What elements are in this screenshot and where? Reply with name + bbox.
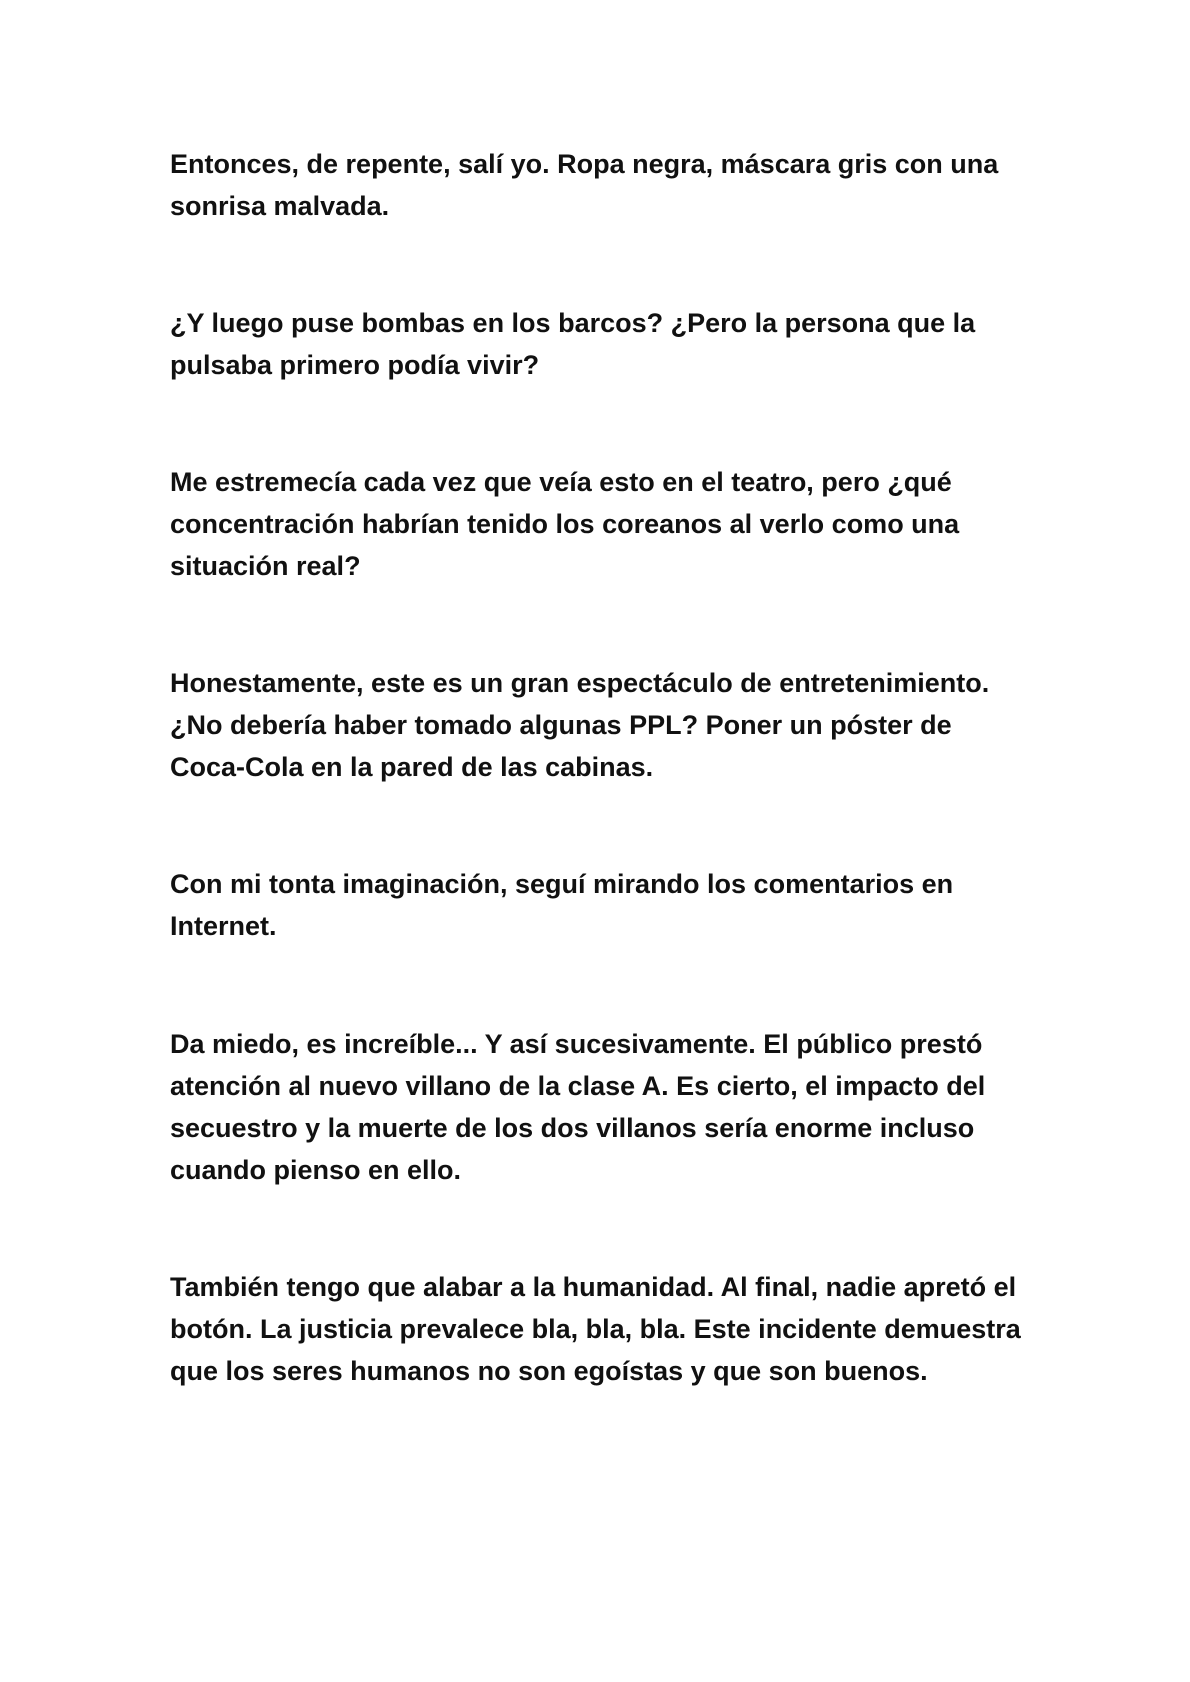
paragraph: Me estremecía cada vez que veía esto en el teatro, pero ¿qué concentración habrían tenido los coreanos al verlo como una situación real? — [170, 467, 960, 581]
paragraph: Entonces, de repente, salí yo. Ropa negra, máscara gris con una sonrisa malvada. — [170, 149, 999, 221]
paragraph: También tengo que alabar a la humanidad. Al final, nadie apretó el botón. La justicia prevalece bla, bla, bla. Este incidente demuestra que los seres humanos no son egoístas y que son buenos. — [170, 1272, 1021, 1386]
paragraph: Honestamente, este es un gran espectáculo de entretenimiento. ¿No debería haber tomado algunas PPL? Poner un póster de Coca-Cola en la pared de las cabinas. — [170, 668, 990, 782]
paragraph: Da miedo, es increíble... Y así sucesivamente. El público prestó atención al nuevo villano de la clase A. Es cierto, el impacto del secuestro y la muerte de los dos villanos sería enorme incluso cuando pienso en ello. — [170, 1029, 986, 1185]
paragraph: Con mi tonta imaginación, seguí mirando los comentarios en Internet. — [170, 869, 954, 941]
paragraph: ¿Y luego puse bombas en los barcos? ¿Pero la persona que la pulsaba primero podía vivir? — [170, 308, 976, 380]
